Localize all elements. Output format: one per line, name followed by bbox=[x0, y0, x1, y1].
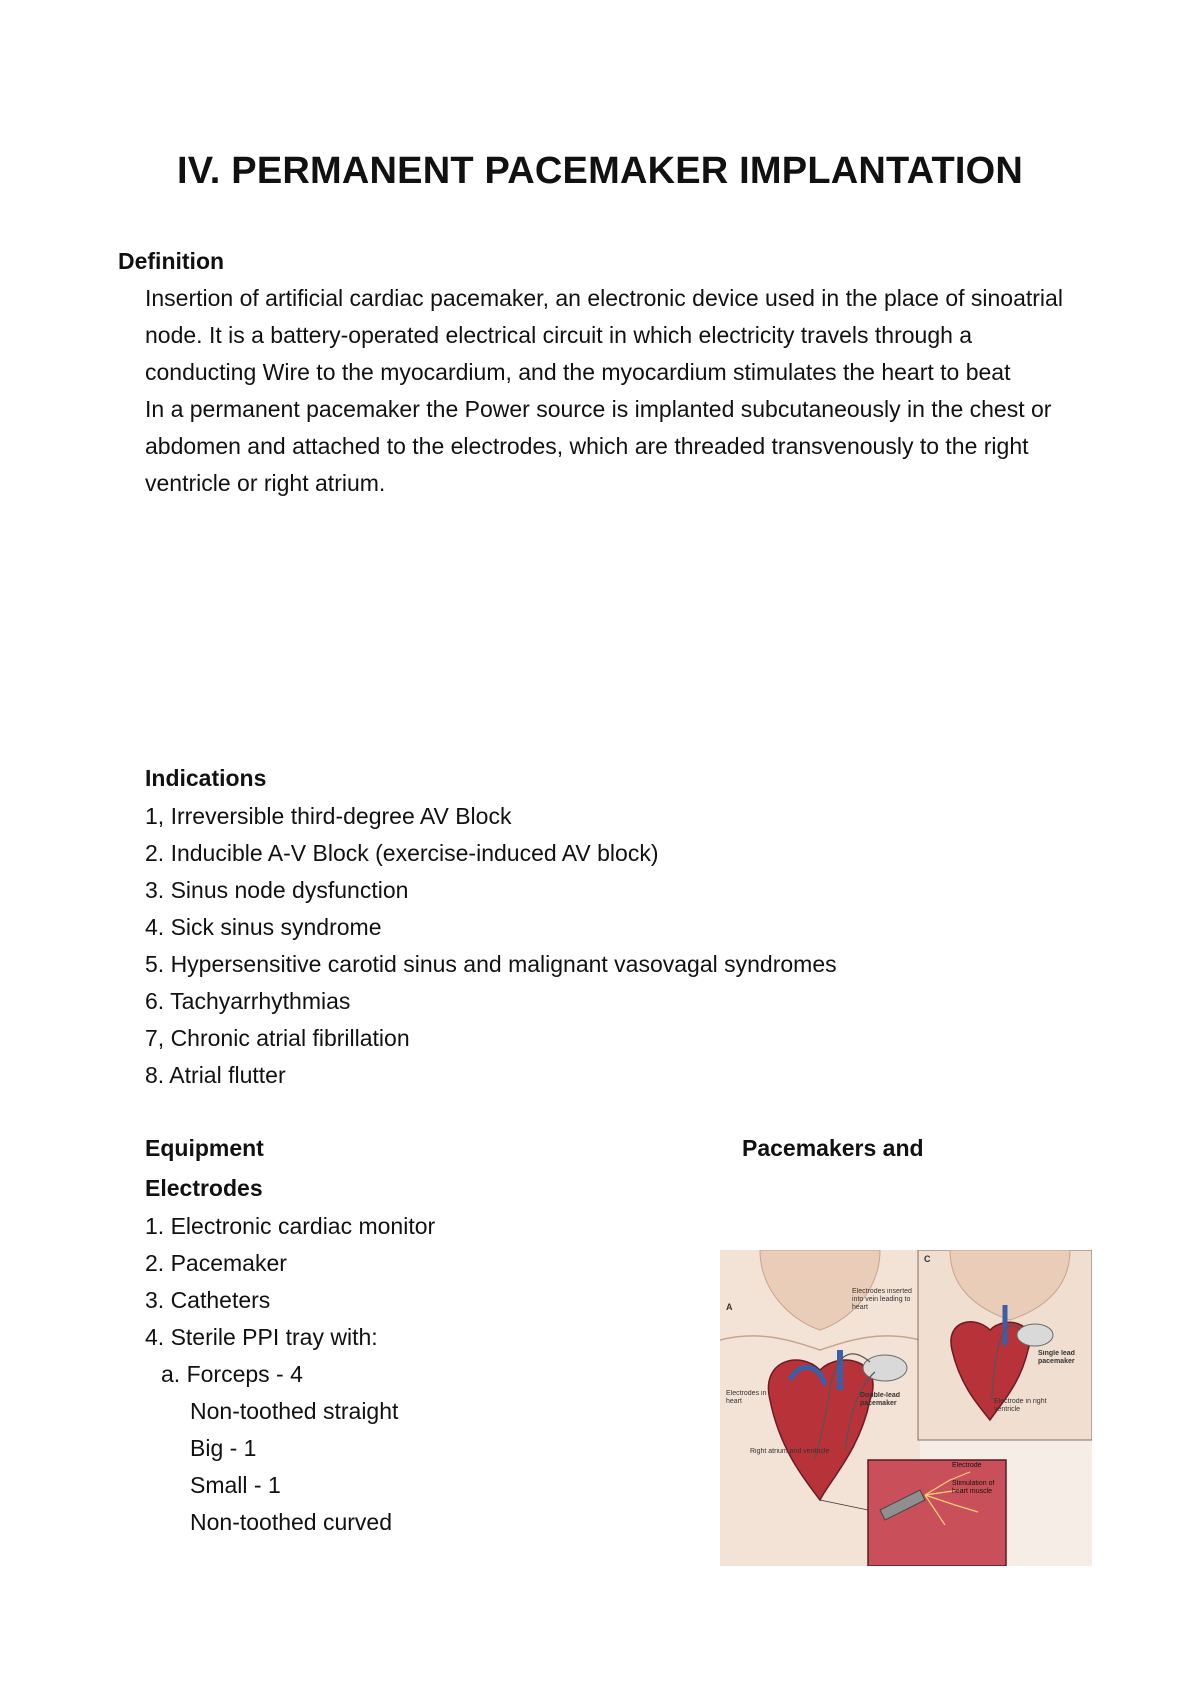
list-item: Non-toothed curved bbox=[190, 1509, 393, 1535]
label-electrodes-vein: Electrodes inserted into vein leading to heart bbox=[852, 1288, 912, 1311]
list-item: Non-toothed straight bbox=[190, 1398, 399, 1424]
list-item: 6. Tachyarrhythmias bbox=[145, 988, 351, 1014]
list-item: 2. Pacemaker bbox=[145, 1250, 287, 1276]
label-stimulation: Stimulation of heart muscle bbox=[952, 1480, 995, 1495]
definition-heading: Definition bbox=[118, 248, 225, 274]
definition-paragraph-1: Insertion of artificial cardiac pacemaker, an electronic device used in the place of sinoatrial node. It is a battery-operated electrical circuit in which electricity travels through a conducting Wire to the myocardium, and the myocardium stimulates the heart to beat bbox=[145, 285, 1063, 385]
list-item: 5. Hypersensitive carotid sinus and malignant vasovagal syndromes bbox=[145, 951, 837, 977]
list-item: 3. Catheters bbox=[145, 1287, 271, 1313]
label-double-lead: Double-lead pacemaker bbox=[860, 1392, 901, 1407]
definition-paragraph-2: In a permanent pacemaker the Power source is implanted subcutaneously in the chest or abdomen and attached to the electrodes, which are threaded transvenously to the right ventricle or right atrium. bbox=[145, 396, 1052, 496]
equipment-list bbox=[145, 1208, 435, 1541]
list-item: Small - 1 bbox=[190, 1472, 281, 1498]
list-item: 8. Atrial flutter bbox=[145, 1062, 286, 1088]
panel-a-label: A bbox=[726, 1302, 733, 1312]
list-item: 1. Electronic cardiac monitor bbox=[145, 1213, 436, 1239]
pacemaker-illustration bbox=[720, 1250, 1092, 1566]
pacemakers-heading: Pacemakers and bbox=[742, 1135, 924, 1161]
list-item: 7, Chronic atrial fibrillation bbox=[145, 1025, 410, 1051]
list-item: 1, Irreversible third-degree AV Block bbox=[145, 803, 512, 829]
label-single-lead: Single lead pacemaker bbox=[1038, 1350, 1075, 1365]
label-electrodes-heart: Electrodes in heart bbox=[726, 1390, 767, 1405]
electrodes-heading: Electrodes bbox=[145, 1175, 263, 1201]
panel-c-label: C bbox=[924, 1254, 931, 1264]
indications-heading: Indications bbox=[145, 765, 267, 791]
label-electrode: Electrode bbox=[952, 1462, 982, 1469]
page-title: IV. PERMANENT PACEMAKER IMPLANTATION bbox=[176, 150, 1024, 192]
indications-list bbox=[145, 798, 837, 1094]
list-item: Big - 1 bbox=[190, 1435, 257, 1461]
single-lead-pacemaker-icon bbox=[1017, 1324, 1053, 1346]
list-item: 4. Sterile PPI tray with: bbox=[145, 1324, 378, 1350]
list-item: a. Forceps - 4 bbox=[161, 1361, 303, 1387]
equipment-heading: Equipment bbox=[145, 1135, 264, 1161]
label-right-atrium: Right atrium and ventricle bbox=[750, 1448, 830, 1455]
list-item: 4. Sick sinus syndrome bbox=[145, 914, 382, 940]
label-electrode-rv: Electrode in right ventricle bbox=[994, 1398, 1047, 1413]
definition-body bbox=[145, 280, 1085, 502]
list-item: 2. Inducible A-V Block (exercise-induced AV block) bbox=[145, 840, 659, 866]
pacemaker-diagram bbox=[720, 1250, 1092, 1566]
list-item: 3. Sinus node dysfunction bbox=[145, 877, 409, 903]
